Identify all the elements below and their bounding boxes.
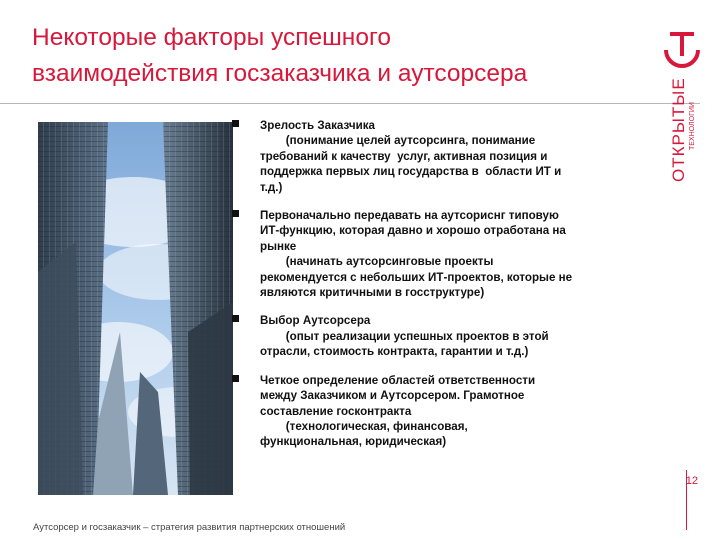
logo-sub-text: ТЕХНОЛОГИИ (689, 102, 696, 150)
page-number: 12 (685, 475, 698, 487)
bullet-heading: Четкое определение областей ответственности между Заказчиком и Аутсорсером. Грамотное составление госконтракта (260, 373, 536, 418)
title-divider (0, 103, 700, 104)
slide-title (32, 20, 652, 92)
bullet-square-icon (232, 375, 239, 382)
bullet-item (232, 118, 642, 195)
footer-caption: Аутсорсер и госзаказчик – стратегия развития партнерских отношений (33, 522, 346, 533)
bullet-detail: (технологическая, финансовая, функциональная, юридическая) (260, 419, 468, 449)
bullet-detail: (понимание целей аутсорсинга, понимание требований к качеству услуг, активная позиция и поддержка первых лиц государства в области ИТ и т.д.) (260, 134, 562, 194)
bullet-item (232, 313, 642, 359)
bullet-square-icon (232, 210, 239, 217)
bullet-heading: Зрелость Заказчика (260, 119, 375, 132)
bullet-heading: Первоначально передавать на аутсориснг типовую ИТ-функцию, которая давно и хорошо отработана на рынке (260, 209, 566, 253)
bullet-item (232, 373, 642, 450)
bullet-heading: Выбор Аутсорсера (260, 314, 371, 328)
bullet-detail: (начинать аутсорсинговые проекты рекомендуется с небольших ИТ-проектов, которые не являются критичными в госструктуре) (260, 255, 573, 300)
bullet-square-icon (232, 120, 239, 127)
bullet-list (232, 118, 642, 463)
title-line-2: взаимодействия госзаказчика и аутсорсера (32, 60, 528, 87)
bullet-item (232, 208, 642, 300)
title-line-1: Некоторые факторы успешного (32, 24, 391, 51)
bullet-detail: (опыт реализации успешных проектов в этой отрасли, стоимость контракта, гарантии и т.д.) (260, 329, 549, 359)
company-logo (662, 30, 702, 220)
logo-brand-text: ОТКРЫТЫЕ (669, 77, 688, 182)
bullet-square-icon (232, 315, 239, 322)
skyscrapers-photo (38, 122, 233, 495)
